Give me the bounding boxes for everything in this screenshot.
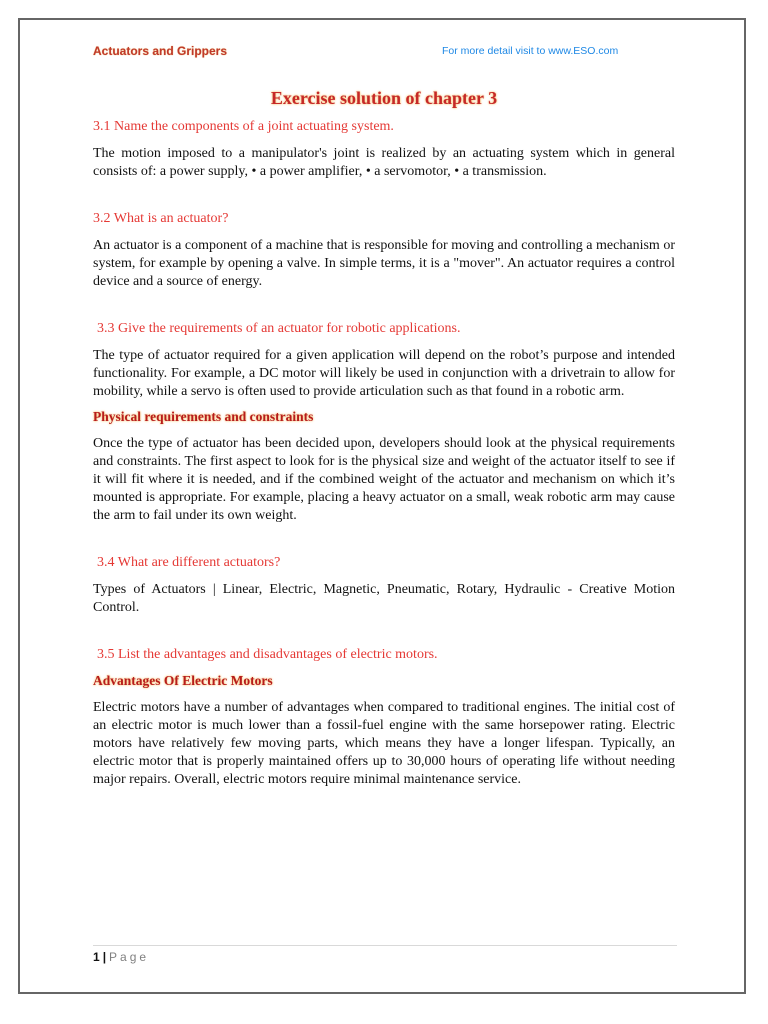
header-title: Actuators and Grippers <box>93 44 228 58</box>
subheading-advantages: Advantages Of Electric Motors <box>93 673 273 688</box>
page-title: Exercise solution of chapter 3 <box>270 88 498 108</box>
question-3-4: 3.4 What are different actuators? <box>97 555 281 570</box>
answer-3-5: Electric motors have a number of advantages when compared to traditional engines. The initial cost of an electric motor is much lower than a fossil-fuel engine with the same horsepower rating. Electric motors have relatively few moving parts, which means they have a longer lifespan. Typically, an electric motor that is properly maintained offers up to 30,000 hours of operating life without needing major repairs. Overall, electric motors require minimal maintenance service. <box>93 700 675 787</box>
answer-3-1: The motion imposed to a manipulator's joint is realized by an actuating system which in general consists of: a power supply, • a power amplifier, • a servomotor, • a transmission. <box>93 146 675 179</box>
answer-3-3: The type of actuator required for a given application will depend on the robot’s purpose and intended functionality. For example, a DC motor will likely be used in conjunction with a drivetrain to allow for mobility, while a servo is often used to provide articulation such as that found in a robotic arm. <box>93 348 675 399</box>
footer-separator: | <box>102 950 107 964</box>
document-body <box>93 88 675 789</box>
answer-3-2: An actuator is a component of a machine that is responsible for moving and controlling a mechanism or system, for example by opening a valve. In simple terms, it is a "mover". An actuator requires a control device and a source of energy. <box>93 238 675 289</box>
page-label: Page <box>109 950 150 964</box>
footer-divider <box>93 945 677 946</box>
answer-3-4: Types of Actuators | Linear, Electric, Magnetic, Pneumatic, Rotary, Hydraulic - Creative Motion Control. <box>93 582 675 615</box>
page-number: 1 <box>93 950 100 964</box>
question-3-1: 3.1 Name the components of a joint actuating system. <box>93 119 394 134</box>
page-footer <box>93 950 149 964</box>
question-3-3: 3.3 Give the requirements of an actuator for robotic applications. <box>97 321 461 336</box>
answer-3-3-physical: Once the type of actuator has been decided upon, developers should look at the physical requirements and constraints. The first aspect to look for is the physical size and weight of the actuator itself to see if it will fit where it is needed, and if the combined weight of the actuator and mechanism on which it’s mounted is appropriate. For example, placing a heavy actuator on a small, weak robotic arm may cause the arm to fail under its own weight. <box>93 436 675 523</box>
header-link: For more detail visit to www.ESO.com <box>442 45 619 57</box>
question-3-2: 3.2 What is an actuator? <box>93 211 229 226</box>
subheading-physical-requirements: Physical requirements and constraints <box>93 409 314 424</box>
question-3-5: 3.5 List the advantages and disadvantages of electric motors. <box>97 647 438 662</box>
